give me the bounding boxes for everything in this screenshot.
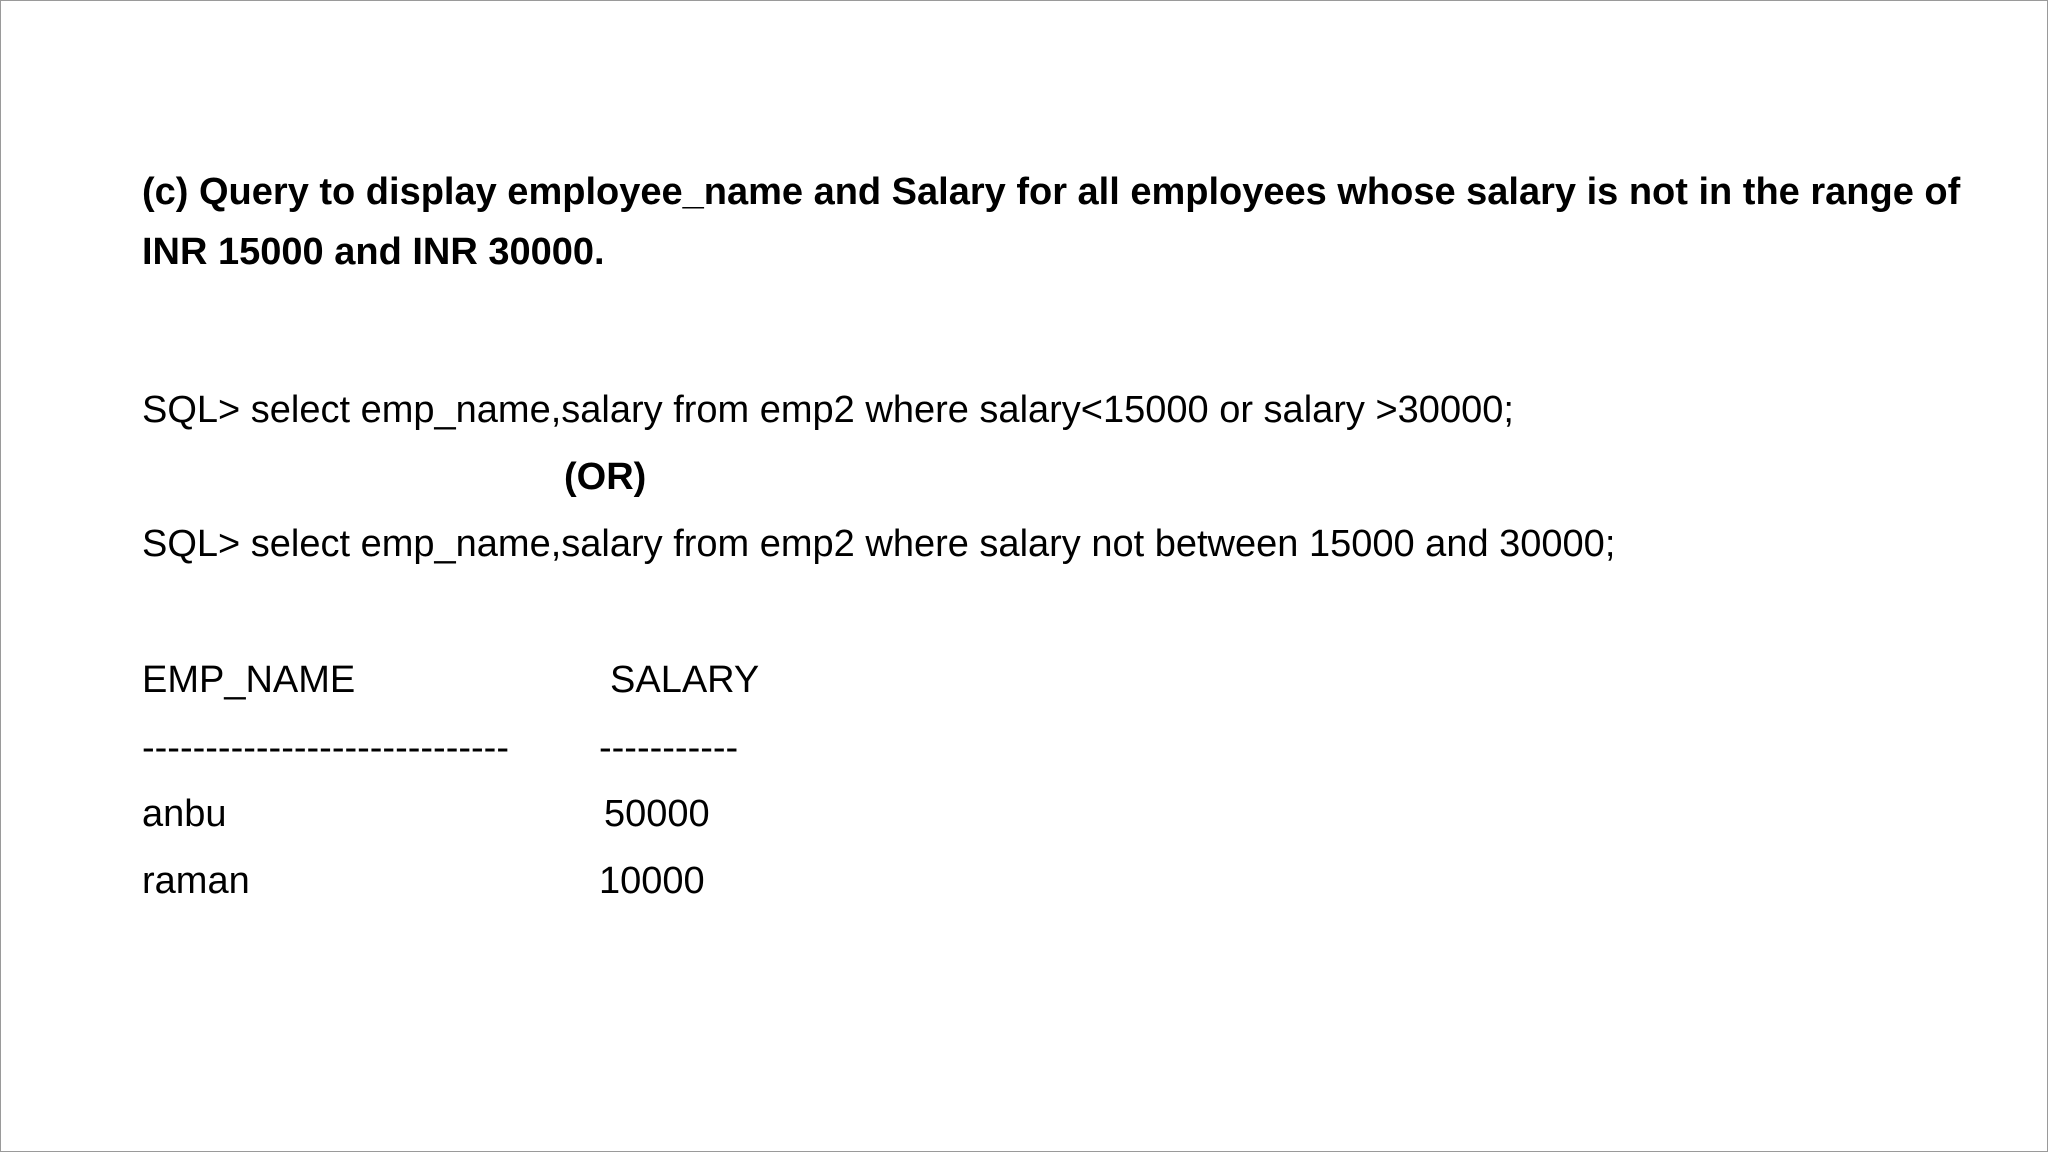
column-underline-emp-name: ----------------------------- bbox=[142, 727, 509, 769]
column-underline-salary: ----------- bbox=[599, 727, 739, 769]
table-row-2-name: raman bbox=[142, 860, 250, 902]
sql-query-1: SQL> select emp_name,salary from emp2 where salary<15000 or salary >30000; bbox=[142, 389, 1514, 431]
table-row-1-salary: 50000 bbox=[604, 793, 710, 835]
table-row-1-name: anbu bbox=[142, 793, 227, 835]
question-line-2: INR 15000 and INR 30000. bbox=[142, 231, 605, 273]
or-separator: (OR) bbox=[564, 456, 647, 498]
column-header-emp-name: EMP_NAME bbox=[142, 659, 356, 701]
table-row-2-salary: 10000 bbox=[599, 860, 705, 902]
column-header-salary: SALARY bbox=[610, 659, 760, 701]
sql-query-2: SQL> select emp_name,salary from emp2 where salary not between 15000 and 30000; bbox=[142, 523, 1616, 565]
question-line-1: (c) Query to display employee_name and Salary for all employees whose salary is not in the range of bbox=[142, 171, 1961, 213]
